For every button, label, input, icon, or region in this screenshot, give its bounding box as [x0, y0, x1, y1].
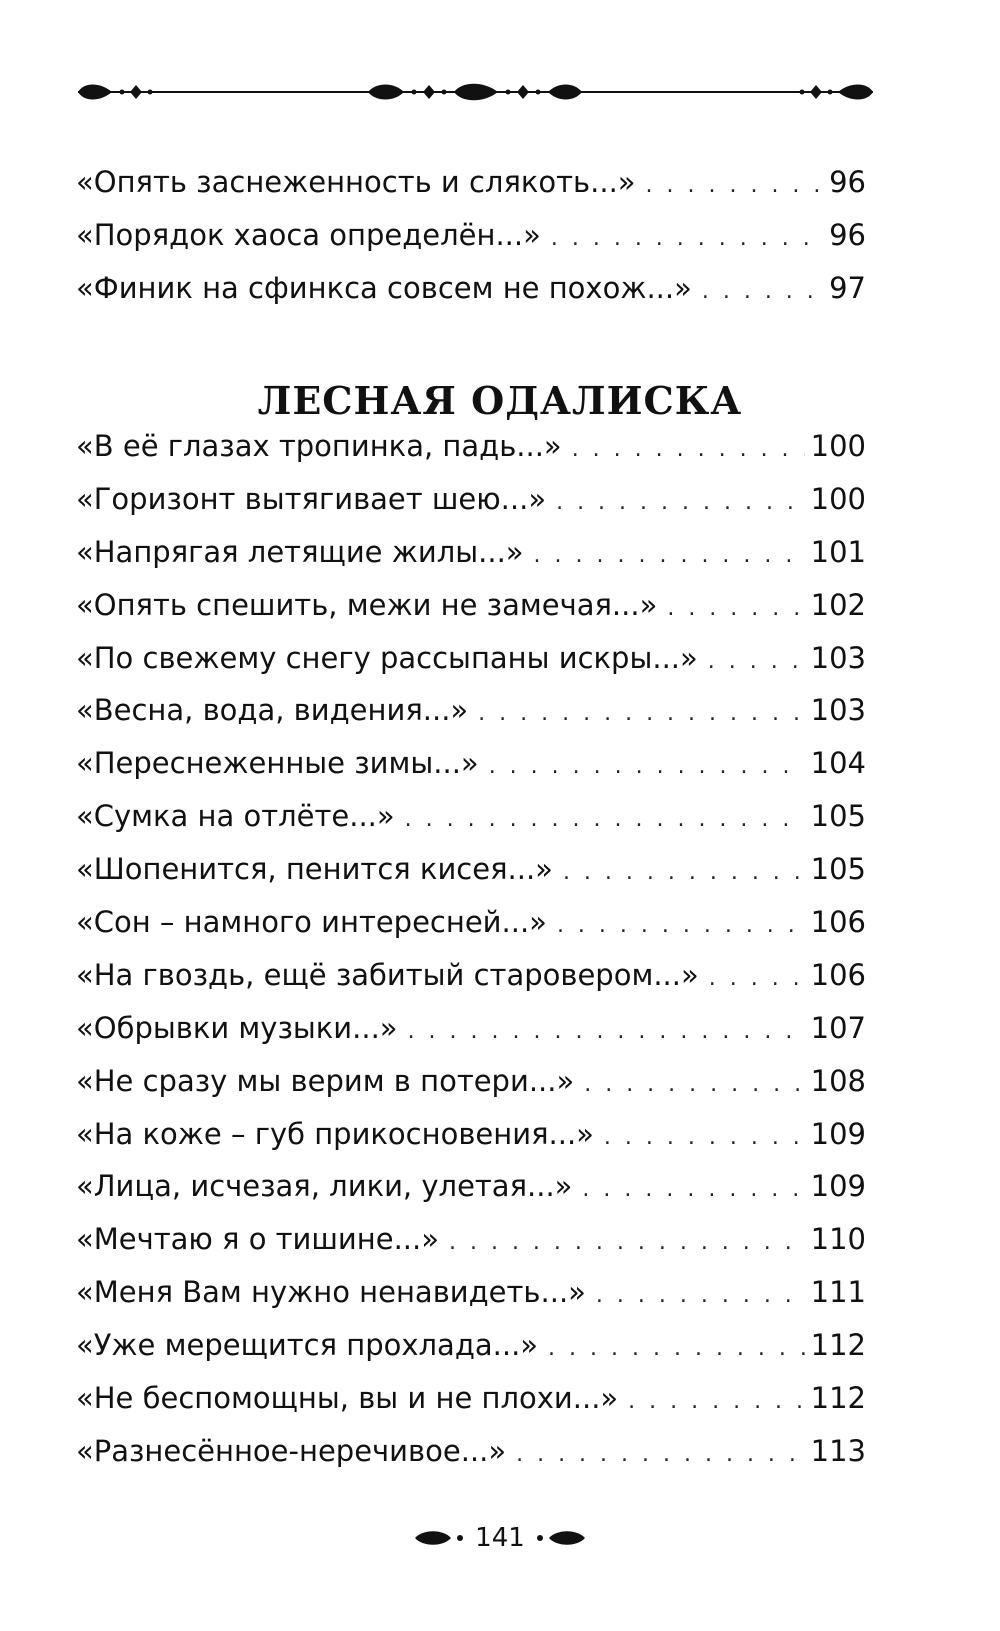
toc-leader-dots — [702, 266, 823, 319]
page-number: 141 — [475, 1523, 525, 1553]
toc-entry-title: «Опять заснеженность и слякоть...» — [76, 165, 636, 199]
toc-entry-title: «Переснеженные зимы...» — [76, 746, 479, 781]
toc-entry[interactable] — [76, 1425, 866, 1478]
toc-entry[interactable] — [76, 737, 866, 790]
toc-entry[interactable] — [76, 790, 866, 843]
toc-entry-page: 112 — [810, 1328, 866, 1363]
toc-entry-title: «Уже мерещится прохлада...» — [76, 1328, 539, 1363]
toc-entry-title: «Не беспомощны, вы и не плохи...» — [76, 1381, 619, 1416]
toc-entry[interactable] — [76, 1002, 866, 1055]
toc-entry-page: 103 — [810, 693, 866, 728]
toc-entry[interactable] — [76, 420, 866, 473]
toc-entry-page: 113 — [810, 1433, 866, 1468]
toc-entry-title: «Порядок хаоса определён...» — [76, 217, 541, 252]
toc-entry-title: «Горизонт вытягивает шею...» — [76, 481, 547, 516]
toc-leader-dots — [582, 1164, 804, 1217]
toc-leader-dots — [708, 636, 805, 689]
toc-leader-dots — [584, 1059, 804, 1112]
toc-leader-dots — [516, 1429, 805, 1482]
toc-leader-dots — [449, 1217, 805, 1270]
toc-entry[interactable] — [76, 473, 866, 526]
toc-entry-page: 108 — [810, 1063, 866, 1098]
toc-entry[interactable] — [76, 949, 866, 1002]
page-footer — [0, 1518, 1000, 1558]
toc-entry-page: 110 — [810, 1222, 866, 1257]
toc-entry-page: 96 — [829, 217, 866, 252]
toc-leader-dots — [709, 953, 805, 1006]
toc-leader-dots — [405, 794, 805, 847]
toc-entry-page: 96 — [829, 165, 866, 199]
toc-leader-dots — [604, 1112, 805, 1165]
toc-entry-page: 100 — [810, 429, 866, 463]
toc-entry[interactable] — [76, 156, 866, 209]
toc-leader-dots — [489, 741, 805, 794]
toc-entry-page: 109 — [810, 1169, 866, 1204]
toc-entry-page: 103 — [810, 640, 866, 675]
toc-entry-page: 105 — [810, 852, 866, 887]
toc-list-continued — [76, 156, 866, 315]
toc-entry-title: «Весна, вода, видения...» — [76, 693, 469, 728]
toc-entry-title: «На гвоздь, ещё забитый старовером...» — [76, 957, 699, 992]
toc-entry[interactable] — [76, 1266, 866, 1319]
left-flourish-icon — [415, 1526, 467, 1550]
toc-leader-dots — [551, 213, 823, 266]
toc-entry-title: «Разнесённое-неречивое...» — [76, 1433, 507, 1468]
toc-entry-page: 104 — [810, 746, 866, 781]
toc-entry-title: «Опять спешить, межи не замечая...» — [76, 587, 658, 622]
toc-entry[interactable] — [76, 579, 866, 632]
toc-leader-dots — [563, 847, 805, 900]
toc-entry-title: «Обрывки музыки...» — [76, 1010, 398, 1045]
toc-entry[interactable] — [76, 843, 866, 896]
toc-entry-title: «Лица, исчезая, лики, улетая...» — [76, 1169, 573, 1204]
toc-list-section — [76, 420, 866, 1478]
toc-entry[interactable] — [76, 209, 866, 262]
toc-leader-dots — [556, 477, 805, 530]
toc-entry[interactable] — [76, 262, 866, 315]
toc-entry-title: «Шопенится, пенится кисея...» — [76, 852, 553, 887]
toc-leader-dots — [548, 1323, 805, 1376]
toc-entry-page: 102 — [810, 587, 866, 622]
toc-entry-title: «Сумка на отлёте...» — [76, 799, 395, 834]
toc-entry-page: 106 — [810, 957, 866, 992]
toc-leader-dots — [572, 424, 805, 477]
toc-entry[interactable] — [76, 1319, 866, 1372]
toc-leader-dots — [628, 1376, 804, 1429]
toc-entry-page: 105 — [810, 799, 866, 834]
toc-entry-title: «Не сразу мы верим в потери...» — [76, 1063, 575, 1098]
toc-leader-dots — [667, 583, 804, 636]
toc-entry[interactable] — [76, 1372, 866, 1425]
toc-entry[interactable] — [76, 632, 866, 685]
toc-entry-title: «Мечтаю я о тишине...» — [76, 1222, 439, 1257]
toc-entry-page: 97 — [829, 270, 866, 305]
toc-entry-title: «В её глазах тропинка, падь...» — [76, 429, 562, 463]
toc-entry[interactable] — [76, 526, 866, 579]
section-heading: ЛЕСНАЯ ОДАЛИСКА — [257, 378, 743, 423]
toc-entry[interactable] — [76, 1108, 866, 1161]
toc-entry[interactable] — [76, 1160, 866, 1213]
toc-entry-page: 111 — [810, 1275, 866, 1310]
toc-entry-page: 100 — [810, 481, 866, 516]
toc-entry-page: 107 — [810, 1010, 866, 1045]
toc-leader-dots — [596, 1270, 805, 1323]
toc-entry-title: «Финик на сфинкса совсем не похож...» — [76, 270, 692, 305]
toc-entry[interactable] — [76, 1055, 866, 1108]
toc-entry-page: 112 — [810, 1381, 866, 1416]
toc-leader-dots — [408, 1006, 805, 1059]
toc-leader-dots — [646, 160, 824, 213]
toc-leader-dots — [478, 688, 804, 741]
toc-entry-page: 101 — [810, 534, 866, 569]
toc-leader-dots — [557, 900, 805, 953]
toc-entry-title: «По свежему снегу рассыпаны искры...» — [76, 640, 698, 675]
toc-entry-title: «На коже – губ прикосновения...» — [76, 1116, 594, 1151]
toc-leader-dots — [534, 530, 805, 583]
toc-entry-title: «Меня Вам нужно ненавидеть...» — [76, 1275, 586, 1310]
toc-entry-page: 106 — [810, 905, 866, 940]
toc-entry[interactable] — [76, 896, 866, 949]
right-flourish-icon — [533, 1526, 585, 1550]
toc-entry-title: «Сон – намного интересней...» — [76, 905, 547, 940]
toc-entry[interactable] — [76, 684, 866, 737]
toc-entry[interactable] — [76, 1213, 866, 1266]
top-ornament-divider — [78, 72, 873, 112]
toc-entry-page: 109 — [810, 1116, 866, 1151]
toc-entry-title: «Напрягая летящие жилы...» — [76, 534, 524, 569]
